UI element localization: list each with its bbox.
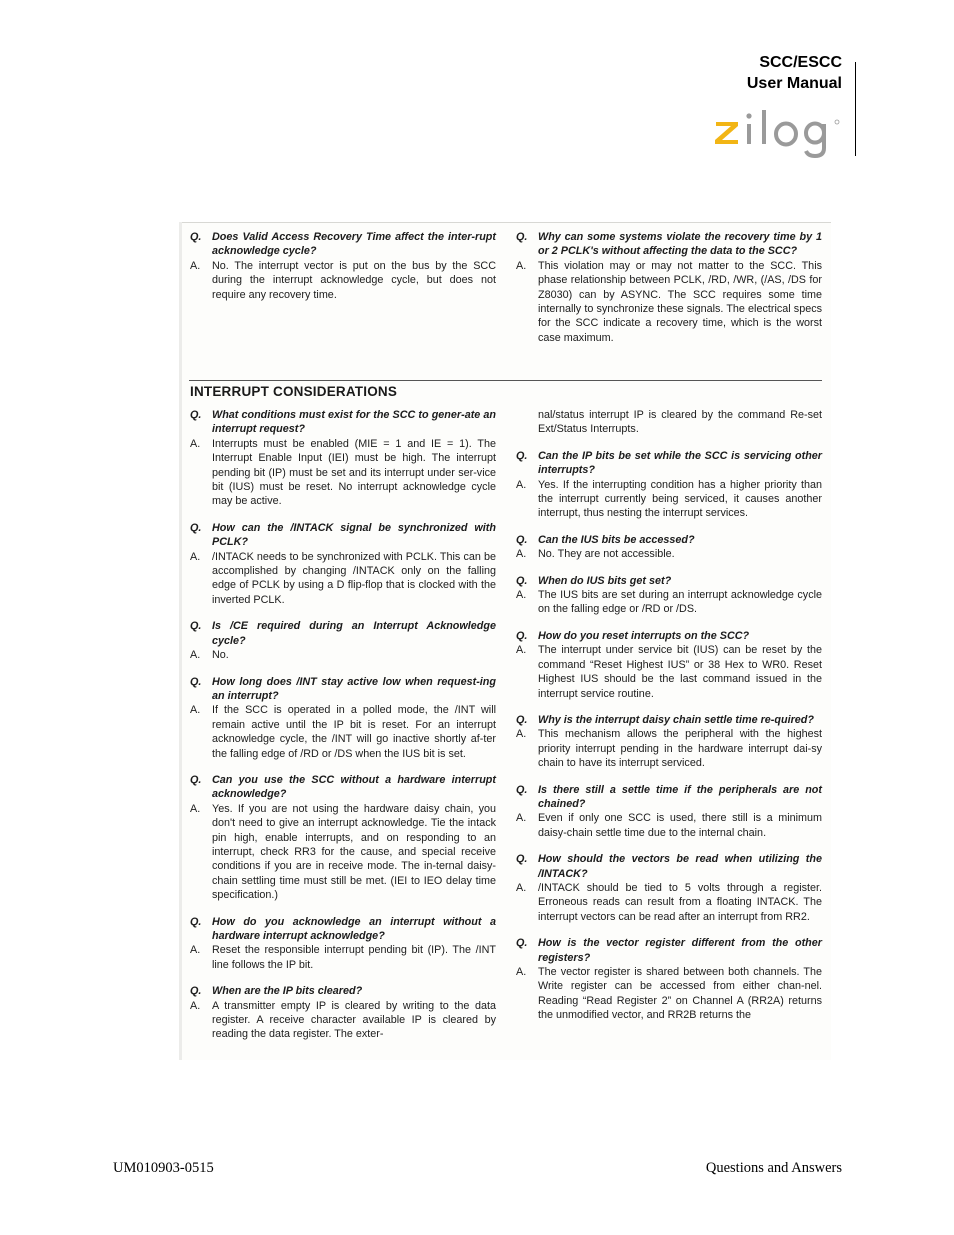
question-marker: Q. <box>516 231 528 243</box>
question-marker: Q. <box>516 574 528 587</box>
qa-item <box>516 783 822 841</box>
answer-row <box>516 259 822 345</box>
question-row <box>516 936 822 965</box>
question-text: How should the vectors be read when utilizing the /INTACK? <box>538 853 822 880</box>
question-text: Is there still a settle time if the peripherals are not chained? <box>538 783 822 810</box>
answer-marker: A. <box>190 437 201 450</box>
answer-text: A transmitter empty IP is cleared by writing to the data register. A receive character available IP is cleared by reading the data register. The exter- <box>212 999 496 1041</box>
answer-marker: A. <box>190 802 201 815</box>
answer-row <box>190 259 496 302</box>
answer-marker: A. <box>190 259 201 272</box>
answer-row <box>516 478 822 521</box>
answer-text: The interrupt under service bit (IUS) can be reset by the command “Reset Highest IUS” or 38 Hex to WR0. Reset Highest IUS should be the last command issued in the interrupt service routine. <box>538 644 822 700</box>
continuation-text <box>516 408 822 437</box>
question-text: How do you reset interrupts on the SCC? <box>538 629 750 642</box>
question-marker: Q. <box>516 629 528 642</box>
question-marker: Q. <box>190 675 202 688</box>
answer-marker: A. <box>516 259 527 272</box>
answer-row <box>516 643 822 701</box>
question-row <box>190 230 496 259</box>
document-type: User Manual <box>746 75 842 92</box>
question-row <box>516 533 822 547</box>
question-text: How do you acknowledge an interrupt without a hardware interrupt acknowledge? <box>212 915 496 942</box>
question-row <box>516 574 822 588</box>
qa-item <box>516 574 822 617</box>
qa-item <box>516 533 822 562</box>
answer-row <box>516 588 822 617</box>
qa-item <box>190 915 496 973</box>
question-text: What conditions must exist for the SCC to gener-ate an interrupt request? <box>212 409 496 436</box>
qa-top-right-column <box>516 230 822 357</box>
qa-top-left-column <box>190 230 496 314</box>
answer-text: /INTACK needs to be synchronized with PCLK. This can be accomplished by changing /INTACK only on the falling edge of PCLK by using a D flip-flop that is clocked with the inverted PCLK. <box>212 550 496 606</box>
question-text: How is the vector register different from the other registers? <box>538 937 822 964</box>
question-text: Can you use the SCC without a hardware interrupt acknowledge? <box>212 773 496 801</box>
question-text: Can the IUS bits be accessed? <box>538 533 695 546</box>
answer-marker: A. <box>516 589 527 602</box>
qa-item <box>516 852 822 924</box>
answer-text: Yes. If you are not using the hardware daisy chain, you don't need to give an interrupt acknowledge. Tie the intack pin high, enable interrupts, and on responding to an interrupt, check RR3 for the cause, and special receive conditions if you are in receive mode. The in-ternal daisy-chain settling time must still be met. (IEI to IEO delay time specification.) <box>212 802 496 902</box>
question-row <box>516 783 822 812</box>
question-row <box>516 449 822 478</box>
answer-row <box>516 881 822 924</box>
answer-marker: A. <box>516 812 527 825</box>
question-marker: Q. <box>190 620 202 633</box>
qa-right-column <box>516 408 822 1035</box>
answer-text: No. <box>212 649 229 662</box>
question-text: How can the /INTACK signal be synchronized with PCLK? <box>212 521 496 549</box>
product-name: SCC/ESCC <box>759 54 842 71</box>
question-marker: Q. <box>516 783 528 796</box>
answer-text: No. They are not accessible. <box>538 548 675 561</box>
answer-text: The vector register is shared between both channels. The Write register can be accessed from either chan-nel. Reading “Read Register 2” on Channel A (RR2A) returns the unmodified vector, and RR2B returns the <box>538 966 822 1022</box>
answer-marker: A. <box>516 644 527 657</box>
scan-border <box>179 222 831 223</box>
answer-text: Yes. If the interrupting condition has a higher priority than the interrupt currently being serviced, it causes another interrupt, thus nesting the interrupt services. <box>538 478 822 520</box>
answer-row <box>190 999 496 1042</box>
answer-marker: A. <box>190 704 201 717</box>
answer-marker: A. <box>190 944 201 957</box>
section-divider <box>189 380 822 381</box>
qa-item <box>516 449 822 521</box>
footer-section-name: Questions and Answers <box>705 1160 842 1176</box>
qa-item <box>516 936 822 1022</box>
question-marker: Q. <box>516 533 528 546</box>
answer-row <box>516 965 822 1023</box>
answer-row <box>190 943 496 972</box>
question-row <box>190 984 496 998</box>
answer-marker: A. <box>190 999 201 1012</box>
answer-marker: A. <box>190 550 201 563</box>
qa-item <box>190 773 496 903</box>
question-row <box>190 773 496 802</box>
qa-left-column <box>190 408 496 1054</box>
question-marker: Q. <box>516 713 528 726</box>
qa-item <box>516 713 822 771</box>
answer-text: This mechanism allows the peripheral with the highest priority interrupt pending in the hardware interrupt dai-sy chain to have its interrupt serviced. <box>538 728 822 770</box>
answer-row <box>516 547 822 561</box>
question-text: Can the IP bits be set while the SCC is servicing other interrupts? <box>538 449 822 477</box>
indent-spacer <box>516 408 538 437</box>
answer-row <box>190 550 496 608</box>
qa-item <box>190 675 496 761</box>
question-row <box>516 713 822 727</box>
answer-marker: A. <box>190 649 201 662</box>
answer-marker: A. <box>516 881 527 894</box>
document-number: UM010903-0515 <box>113 1160 214 1176</box>
zilog-logo <box>712 104 842 158</box>
question-marker: Q. <box>516 937 528 950</box>
question-row <box>516 629 822 643</box>
answer-row <box>190 437 496 509</box>
answer-text: No. The interrupt vector is put on the bus by the SCC during the interrupt acknowledge cycle, but does not require any recovery time. <box>212 259 496 301</box>
answer-text: The IUS bits are set during an interrupt acknowledge cycle on the falling edge or /RD or /DS. <box>538 589 822 616</box>
question-text: Why can some systems violate the recovery time by 1 or 2 PCLK's without affecting the data to the SCC? <box>538 231 822 258</box>
question-text: When do IUS bits get set? <box>538 574 672 587</box>
section-title: INTERRUPT CONSIDERATIONS <box>190 384 398 399</box>
answer-text: Even if only one SCC is used, there still is a minimum daisy-chain settle time due to the internal chain. <box>538 812 822 839</box>
scan-border-left <box>179 222 182 1060</box>
question-row <box>190 521 496 550</box>
answer-marker: A. <box>516 548 527 561</box>
question-row <box>190 619 496 648</box>
question-marker: Q. <box>190 915 202 928</box>
question-text: When are the IP bits cleared? <box>212 985 363 998</box>
question-row <box>190 675 496 704</box>
answer-marker: A. <box>516 966 527 978</box>
answer-continuation: nal/status interrupt IP is cleared by the command Re-set Ext/Status Interrupts. <box>538 409 822 436</box>
question-text: How long does /INT stay active low when request-ing an interrupt? <box>212 675 496 702</box>
page-header <box>747 52 842 94</box>
question-row <box>190 408 496 437</box>
question-row <box>516 852 822 881</box>
header-divider <box>855 62 856 156</box>
answer-row <box>516 811 822 840</box>
answer-text: /INTACK should be tied to 5 volts through a register. Erroneous reads can result from a floating INTACK. The interrupt vectors can be read after an interrupt from RR2. <box>538 881 822 923</box>
qa-item <box>190 230 496 302</box>
qa-item <box>516 629 822 701</box>
question-marker: Q. <box>190 773 202 786</box>
answer-marker: A. <box>516 728 527 741</box>
question-text: Is /CE required during an Interrupt Acknowledge cycle? <box>212 620 496 647</box>
question-text: Why is the interrupt daisy chain settle time re-quired? <box>538 713 814 726</box>
question-marker: Q. <box>190 409 202 421</box>
question-marker: Q. <box>190 985 202 998</box>
question-text: Does Valid Access Recovery Time affect the inter-rupt acknowledge cycle? <box>212 231 496 258</box>
qa-item <box>190 984 496 1042</box>
qa-item <box>190 408 496 509</box>
answer-row <box>516 727 822 770</box>
qa-item <box>190 521 496 607</box>
question-row <box>516 230 822 259</box>
answer-marker: A. <box>516 478 527 491</box>
question-marker: Q. <box>190 231 202 243</box>
answer-text: If the SCC is operated in a polled mode, the /INT will remain active until the IP bit is reset. For an interrupt acknowledge cycle, the /INT will go inactive shortly af-ter the falling edge of /RD or /DS when the IUS bit is set. <box>212 704 496 760</box>
answer-text: Reset the responsible interrupt pending bit (IP). The /INT line follows the IP bit. <box>212 944 496 971</box>
answer-row <box>190 648 496 662</box>
answer-row <box>190 703 496 761</box>
question-marker: Q. <box>190 521 202 534</box>
qa-item <box>190 619 496 662</box>
question-row <box>190 915 496 944</box>
qa-item <box>516 230 822 345</box>
continuation-row <box>516 408 822 437</box>
answer-row <box>190 802 496 903</box>
question-marker: Q. <box>516 449 528 462</box>
answer-text: This violation may or may not matter to the SCC. This phase relationship between PCLK, /RD, /WR, (/AS, /DS for Z8030) can by ASYNC. The SCC requires some time internally to synchronize these signals. The electrical specs for the SCC indicate a recovery time, which is the worst case maximum. <box>538 259 822 344</box>
question-marker: Q. <box>516 853 528 866</box>
answer-text: Interrupts must be enabled (MIE = 1 and IE = 1). The Interrupt Enable Input (IEI) must be high. The interrupt pending bit (IP) must be set and its interrupt under ser-vice bit (IUS) must be reset. No interrupt acknowledge cycle may be active. <box>212 437 496 508</box>
